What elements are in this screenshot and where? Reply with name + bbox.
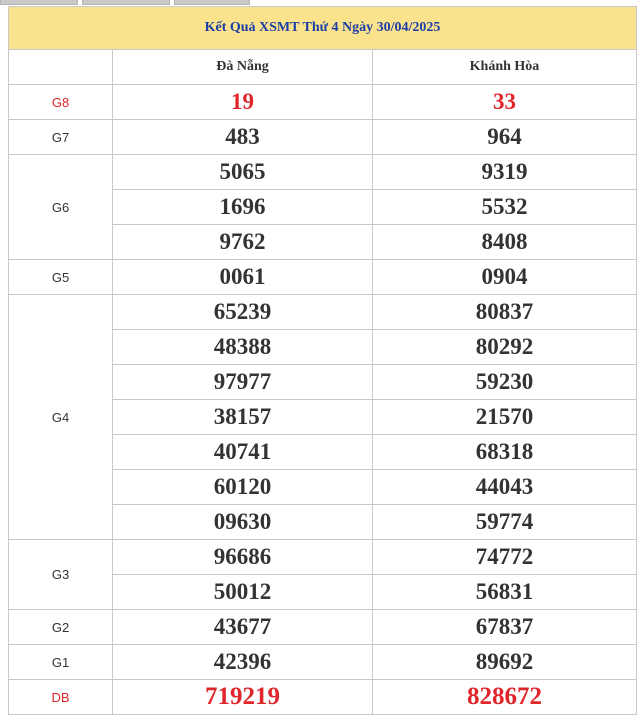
prize-label: G6 bbox=[9, 155, 113, 260]
result-number: 44043 bbox=[373, 470, 637, 505]
prize-row bbox=[9, 680, 637, 715]
result-number: 9319 bbox=[373, 155, 637, 190]
result-number: 0904 bbox=[373, 260, 637, 295]
results-container bbox=[8, 6, 636, 715]
prize-label: G4 bbox=[9, 295, 113, 540]
result-number: 5065 bbox=[113, 155, 373, 190]
result-number: 59774 bbox=[373, 505, 637, 540]
result-number: 483 bbox=[113, 120, 373, 155]
prize-row bbox=[9, 645, 637, 680]
result-number: 80292 bbox=[373, 330, 637, 365]
prize-label: DB bbox=[9, 680, 113, 715]
result-number: 719219 bbox=[113, 680, 373, 715]
result-number: 38157 bbox=[113, 400, 373, 435]
result-number: 74772 bbox=[373, 540, 637, 575]
result-number: 60120 bbox=[113, 470, 373, 505]
result-number: 8408 bbox=[373, 225, 637, 260]
result-number: 964 bbox=[373, 120, 637, 155]
result-number: 42396 bbox=[113, 645, 373, 680]
tab-stub[interactable] bbox=[174, 0, 250, 5]
prize-row bbox=[9, 295, 637, 330]
title-row bbox=[9, 7, 637, 50]
prize-row bbox=[9, 540, 637, 575]
result-number: 828672 bbox=[373, 680, 637, 715]
result-number: 33 bbox=[373, 85, 637, 120]
result-number: 59230 bbox=[373, 365, 637, 400]
prize-label: G5 bbox=[9, 260, 113, 295]
province-header[interactable]: Đà Nẵng bbox=[113, 50, 373, 85]
prize-row bbox=[9, 120, 637, 155]
result-number: 21570 bbox=[373, 400, 637, 435]
tab-stub[interactable] bbox=[0, 0, 78, 5]
result-number: 1696 bbox=[113, 190, 373, 225]
result-number: 80837 bbox=[373, 295, 637, 330]
prize-label: G7 bbox=[9, 120, 113, 155]
prize-row bbox=[9, 610, 637, 645]
prize-label: G1 bbox=[9, 645, 113, 680]
result-number: 67837 bbox=[373, 610, 637, 645]
prize-label: G8 bbox=[9, 85, 113, 120]
result-number: 5532 bbox=[373, 190, 637, 225]
prize-label: G2 bbox=[9, 610, 113, 645]
result-number: 43677 bbox=[113, 610, 373, 645]
result-number: 48388 bbox=[113, 330, 373, 365]
header-row bbox=[9, 50, 637, 85]
prize-row bbox=[9, 260, 637, 295]
prize-row bbox=[9, 85, 637, 120]
result-number: 19 bbox=[113, 85, 373, 120]
result-number: 65239 bbox=[113, 295, 373, 330]
result-number: 0061 bbox=[113, 260, 373, 295]
result-number: 56831 bbox=[373, 575, 637, 610]
table-title: Kết Quả XSMT Thứ 4 Ngày 30/04/2025 bbox=[9, 7, 637, 50]
result-number: 96686 bbox=[113, 540, 373, 575]
result-number: 40741 bbox=[113, 435, 373, 470]
header-empty-cell bbox=[9, 50, 113, 85]
result-number: 97977 bbox=[113, 365, 373, 400]
prize-row bbox=[9, 155, 637, 190]
tab-stub[interactable] bbox=[82, 0, 170, 5]
result-number: 68318 bbox=[373, 435, 637, 470]
result-number: 50012 bbox=[113, 575, 373, 610]
results-table bbox=[8, 6, 637, 715]
result-number: 89692 bbox=[373, 645, 637, 680]
result-number: 09630 bbox=[113, 505, 373, 540]
province-header[interactable]: Khánh Hòa bbox=[373, 50, 637, 85]
prize-label: G3 bbox=[9, 540, 113, 610]
result-number: 9762 bbox=[113, 225, 373, 260]
